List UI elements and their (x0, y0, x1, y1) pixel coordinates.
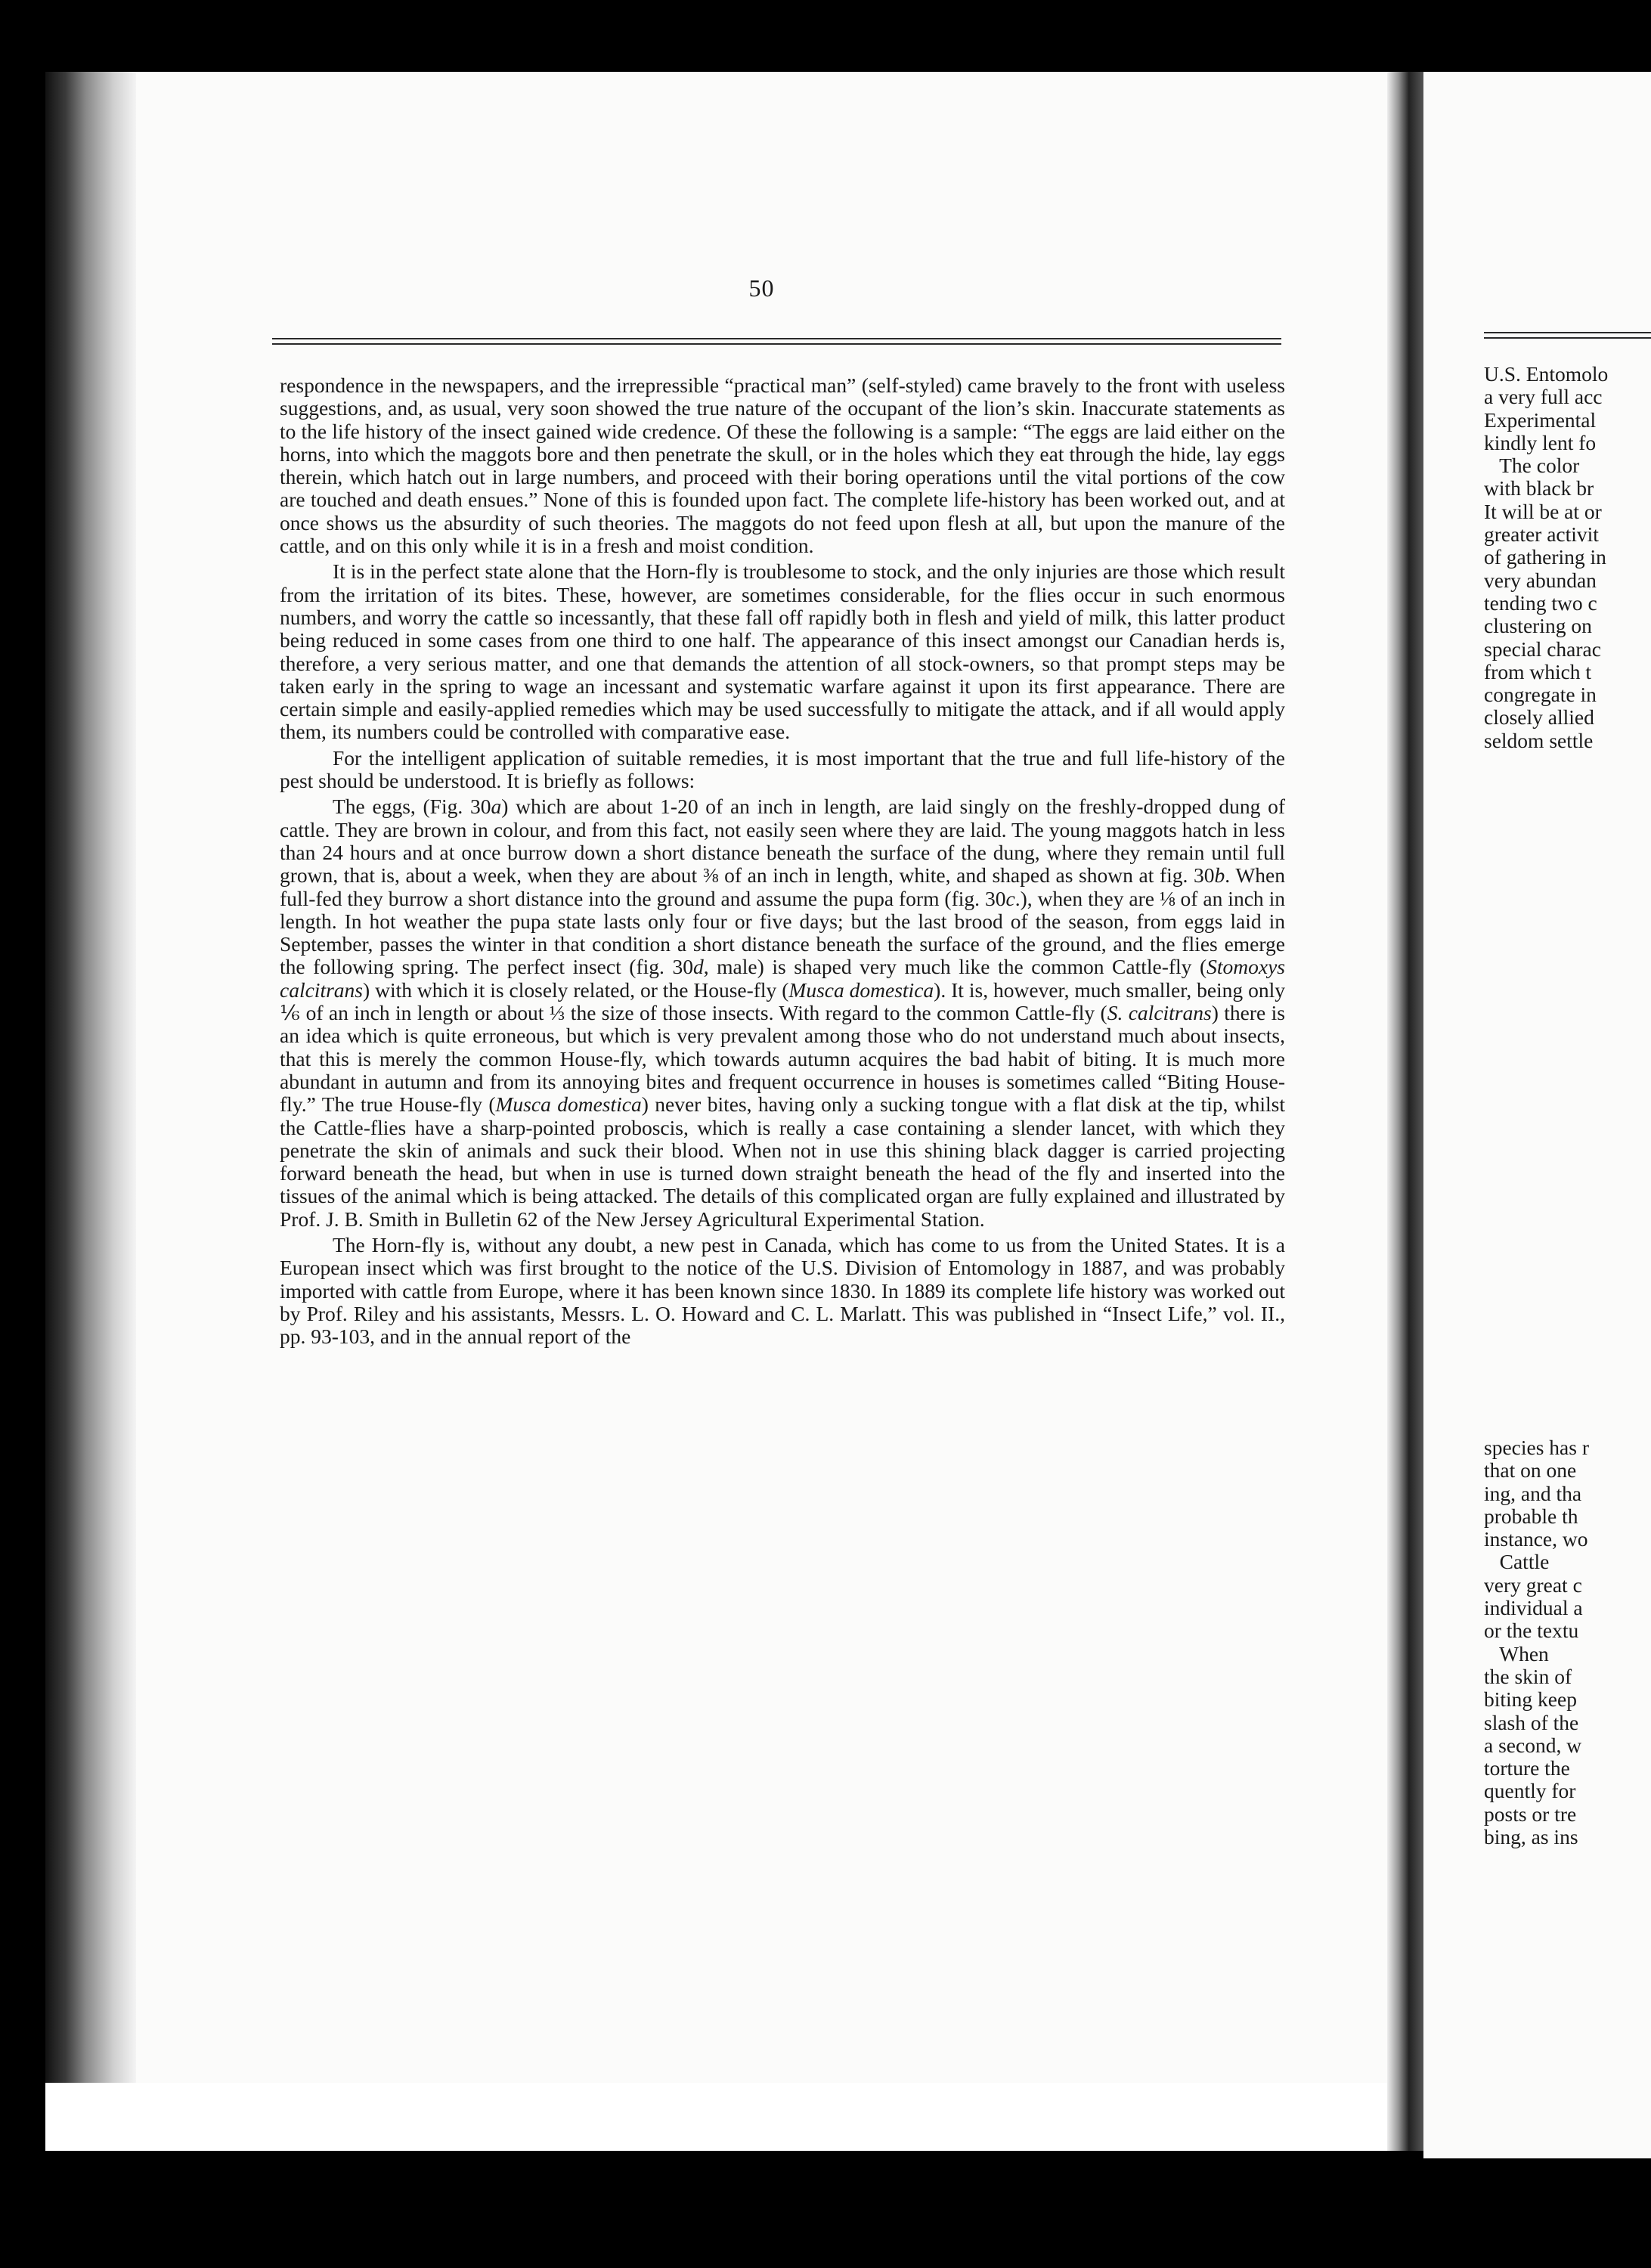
right-page-line: bing, as ins (1484, 1825, 1578, 1849)
right-page-line: probable th (1484, 1504, 1578, 1528)
text-run: The Horn-fly is, without any doubt, a new pest in Canada, which has come to us from the United States. It is a European insect which was first brought to the notice of the U.S. Division of Entomology in 1887, and was probably imported with cattle from Europe, where it has been known since 1830. In 1889 its complete life history was worked out by Prof. Riley and his assistants, Messrs. L. O. Howard and C. L. Marlatt. This was published in “Insect Life,” vol. II., pp. 93-103, and in the annual report of the (280, 1232, 1285, 1349)
text-run: It is in the perfect state alone that the Horn-fly is troublesome to stock, and the only injuries are those which result from the irritation of its bites. These, however, are sometimes considerable, for the flies occur in such enormous numbers, and worry the cattle so incessantly, that these fall off rapidly both in flesh and yield of milk, this latter product being reduced in some cases from one third to one half. The appearance of this insect amongst our Canadian herds is, therefore, a very serious matter, and one that demands the attention of all stock-owners, so that prompt steps may be taken early in the spring to wage an incessant and systematic warfare against it upon its first appearance. There are certain simple and easily-applied remedies which may be used successfully to mitigate the attack, and if all would apply them, its numbers could be controlled with comparative ease. (280, 559, 1285, 744)
paragraph (280, 374, 1285, 557)
right-page-line: slash of the (1484, 1710, 1579, 1734)
right-page-fragment-bottom (1484, 1436, 1589, 1848)
right-page-line: congregate in (1484, 683, 1597, 707)
right-page (1423, 72, 1651, 2158)
right-page-line: Cattle (1484, 1550, 1550, 1574)
right-page-line: species has r (1484, 1436, 1589, 1459)
right-page-line: biting keep (1484, 1687, 1577, 1712)
text-run: .), when they are ⅛ of an inch in length. In hot weather the pupa state lasts only four or five days; but the last brood of the season, from eggs laid in September, passes the winter in that condition a short distance beneath the surface of the ground, and the flies emerge the following spring. The perfect insect (fig. 30 (280, 886, 1285, 979)
right-page-line: seldom settle (1484, 728, 1594, 752)
left-page (136, 72, 1387, 2083)
right-page-line: of gathering in (1484, 545, 1606, 569)
italic-text: c (1005, 886, 1015, 910)
text-run: respondence in the newspapers, and the irrepressible “practical man” (self-styled) came bravely to the front with useless suggestions, and, as usual, very soon showed the true nature of the occupant of the lion’s skin. Inaccurate statements as to the life history of the insect gained wide credence. Of these the following is a sample: “The eggs are laid either on the horns, into which the maggots bore and then penetrate the skull, or in the holes which they eat through the hide, lay eggs therein, which hatch out in large numbers, and proceed with their boring operations until the vital portions of the cow are touched and death ensues.” None of this is founded upon fact. The complete life-history has been worked out, and at once shows us the absurdity of such theories. The maggots do not feed upon flesh at all, but upon the manure of the cattle, and on this only while it is in a fresh and moist condition. (280, 373, 1285, 558)
text-run: The eggs, (Fig. 30 (333, 795, 491, 819)
right-page-line: a very full acc (1484, 385, 1603, 409)
right-page-line: the skin of (1484, 1664, 1572, 1688)
italic-text: S. calcitrans (1107, 1001, 1212, 1025)
italic-text: d (692, 955, 704, 979)
right-page-line: a second, w (1484, 1733, 1582, 1757)
right-page-line: torture the (1484, 1756, 1570, 1780)
text-run: ) never bites, having only a sucking tongue with a flat disk at the tip, whilst the Cattle-flies have a sharp-pointed proboscis, which is really a case containing a slender lancet, with which they penetrate the skin of animals and suck their blood. When not in use this shining black dagger is carried projecting forward beneath the head, but when in use is turned down straight beneath the head of the fly and inserted into the tissues of the animal which is being attacked. The details of this complicated organ are fully explained and illustrated by Prof. J. B. Smith in Bulletin 62 of the New Jersey Agricultural Experimental Station. (280, 1092, 1285, 1231)
italic-text: Musca domestica (788, 978, 934, 1002)
right-page-line: clustering on (1484, 614, 1592, 638)
page-number: 50 (748, 274, 775, 302)
right-page-line: very abundan (1484, 568, 1597, 592)
right-page-line: It will be at or (1484, 499, 1602, 523)
right-page-line: tending two c (1484, 590, 1597, 615)
paragraph (280, 747, 1285, 793)
text-run: ) there is an idea which is quite erroneous, but which is very prevalent among those who do not understand much about insects, that this is merely the common House-fly, which towards autumn acquires the bad habit of biting. It is much more abundant in autumn and from its annoying bites and frequent occurrence in houses is sometimes called “Biting House-fly.” The true House-fly ( (280, 1001, 1285, 1117)
right-header-rule (1484, 332, 1651, 333)
right-page-line: greater activit (1484, 522, 1599, 547)
right-page-line: from which t (1484, 659, 1592, 683)
text-run: For the intelligent application of suitable remedies, it is most important that the true and full life-history of the pest should be understood. It is briefly as follows: (280, 745, 1285, 793)
right-page-line: U.S. Entomolo (1484, 362, 1609, 386)
right-page-line: The color (1484, 454, 1580, 478)
text-run: , male) is shaped very much like the common Cattle-fly ( (703, 955, 1207, 979)
italic-text: b (1214, 863, 1225, 888)
paragraph (280, 560, 1285, 743)
header-rule (272, 343, 1281, 345)
header-rule (272, 338, 1281, 339)
right-page-line: with black br (1484, 476, 1594, 500)
right-page-line: that on one (1484, 1458, 1577, 1483)
right-header-rule (1484, 337, 1651, 339)
body-text (280, 374, 1285, 1348)
right-page-line: Experimental (1484, 407, 1597, 432)
right-page-line: When (1484, 1641, 1549, 1665)
gutter-shadow (45, 72, 136, 2083)
text-run: ). It is, however, much smaller, being only ⅙ of an inch in length or about ⅓ the size of those insects. With regard to the common Cattle-fly ( (280, 978, 1285, 1025)
right-page-line: or the textu (1484, 1619, 1579, 1643)
page-edge (1387, 72, 1423, 2151)
paragraph (280, 795, 1285, 1231)
right-page-line: very great c (1484, 1572, 1582, 1597)
right-page-line: kindly lent fo (1484, 430, 1597, 454)
italic-text: a (491, 795, 502, 819)
right-page-line: individual a (1484, 1596, 1583, 1620)
right-page-line: special charac (1484, 637, 1601, 661)
italic-text: Stomoxys calcitrans (280, 955, 1286, 1002)
text-run: ) which are about 1-20 of an inch in length, are laid singly on the freshly-dropped dung of cattle. They are brown in colour, and from this fact, not easily seen where they are laid. The young maggots hatch in less than 24 hours and at once burrow down a short distance beneath the surface of the dung, where they remain until full grown, that is, about a week, when they are about ⅜ of an inch in length, white, and shaped as shown at fig. 30 (280, 795, 1285, 888)
right-page-line: ing, and tha (1484, 1481, 1582, 1505)
right-page-line: closely allied (1484, 705, 1594, 730)
italic-text: Musca domestica (495, 1092, 642, 1117)
paragraph (280, 1234, 1285, 1348)
right-page-line: quently for (1484, 1779, 1576, 1803)
right-page-fragment-top (1484, 363, 1608, 752)
text-run: ) with which it is closely related, or the House-fly ( (363, 978, 789, 1002)
text-run: . When full-fed they burrow a short distance into the ground and assume the pupa form (fig. 30 (280, 863, 1285, 910)
right-page-line: instance, wo (1484, 1527, 1588, 1551)
right-page-line: posts or tre (1484, 1802, 1577, 1826)
